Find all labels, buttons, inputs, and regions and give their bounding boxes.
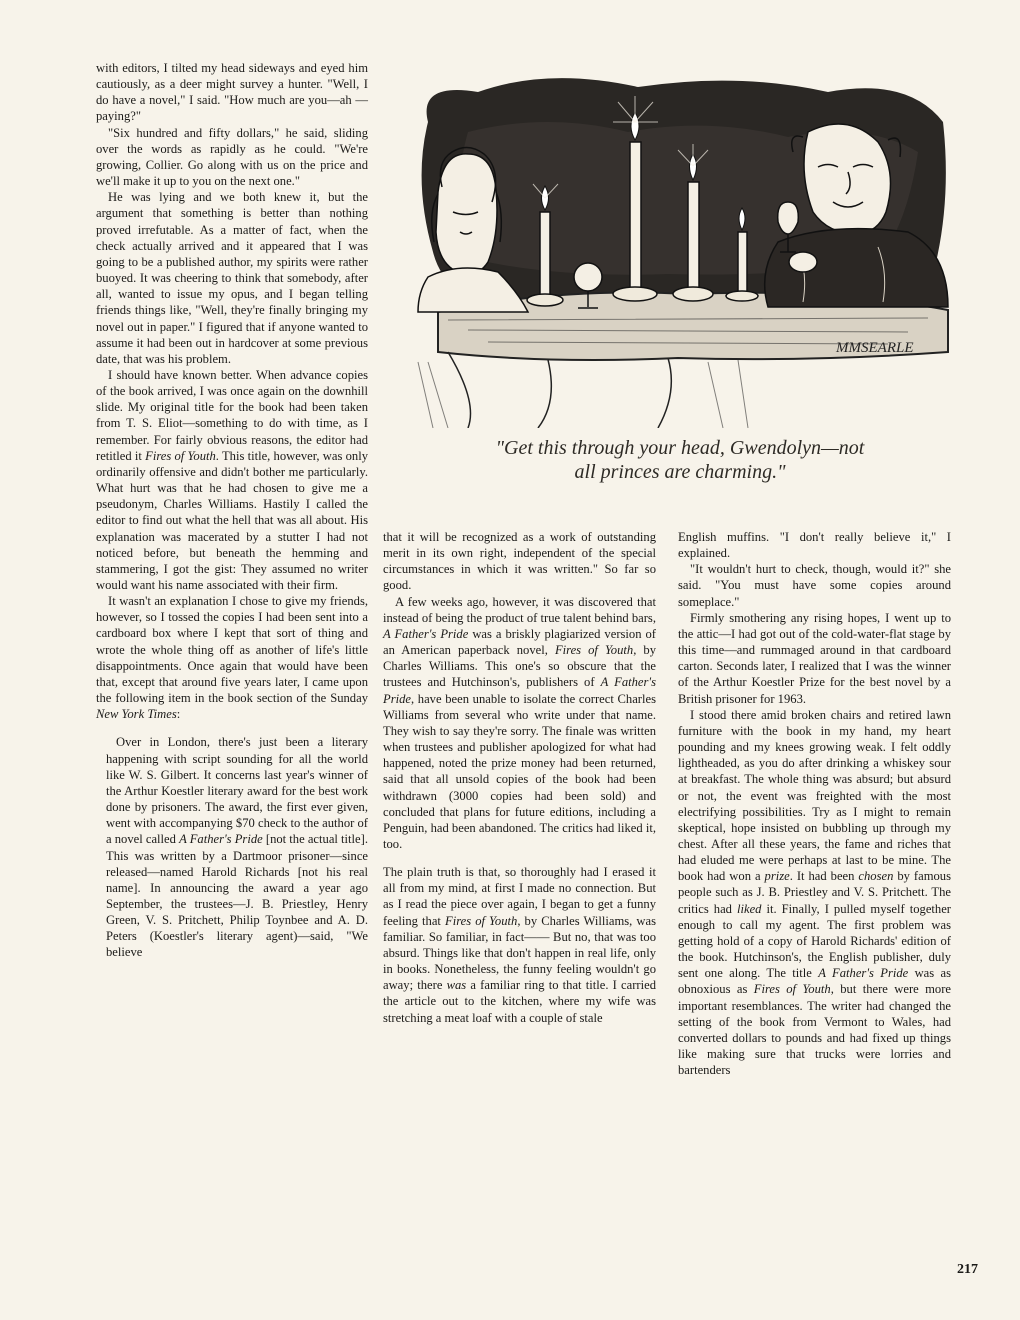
artist-signature: MMSEARLE (836, 340, 914, 356)
paragraph: with editors, I tilted my head sideways and eyed him cautiously, as a deer might survey a hunter. "Well, I do have a novel," I said. "How much are you—ah —paying?" (96, 61, 368, 124)
paragraph: He was lying and we both knew it, but the argument that something is better than nothing proved irrefutable. As a matter of fact, when the check actually arrived and it appeared that I was going to be a published author, my spirits were rather buoyed. It was cheering to think that somebody, after all, wanted to issue my opus, and I began telling friends things like, "Well, they're finally bringing my novel out in paper." I figured that if anyone wanted to assume it had been out in hardcover at some previous date, that was his problem. (96, 190, 368, 366)
paragraph: I should have known better. When advance copies of the book arrived, I was once again on the downhill slide. My original title for the book had been taken from T. S. Eliot—something to do with time, as I remember. For fairly obvious reasons, the editor had retitled it Fires of Youth. This title, however, was only ordinarily offensive and didn't bother me particularly. What hurt was that he had chosen to give me a pseudonym, Charles Williams. Hastily I called the editor to find out what the hell that was all about. His explanation was macerated by a stutter I had not noticed before, but beneath the hemming and stammering, I got the gist: They assumed no writer would want his name associated with their firm. (96, 367, 369, 592)
cartoon-caption (440, 436, 920, 484)
paragraph: The plain truth is that, so thoroughly had I erased it all from my mind, at first I made no connection. But as I read the piece over again, I began to get a funny feeling that Fires of Youth, by Charles Williams, was familiar. So familiar, in fact—— But no, that was too absurd. Things like that don't happen in real life, only in books. Nonetheless, the funny feeling wouldn't go away; there was a familiar ring to that title. I carried the article out to the kitchen, where my wife was stretching a meat loaf with a couple of stale (383, 865, 656, 1025)
caption-line: "Get this through your head, Gwendolyn—not (495, 437, 865, 459)
paragraph: English muffins. "I don't really believe it," I explained. (678, 530, 951, 561)
paragraph: "Six hundred and fifty dollars," he said, sliding over the words as rapidly as he could. "We're growing, Collier. Go along with us on the price and we'll make it up to you on the next one." (96, 125, 368, 189)
paragraph: that it will be recognized as a work of outstanding merit in its own right, independent of the special circumstances in which it was written." So far so good. (383, 530, 656, 593)
paragraph: I stood there amid broken chairs and retired lawn furniture with the book in my hand, my heart pounding and my knees growing weak. I felt oddly lightheaded, as you do after drinking a whiskey sour at breakfast. The whole thing was absurd; but absurd or not, the event was freighted with the most electrifying possibilities. Try as I might to remain skeptical, hope insisted on bubbling up through my chest. After all these years, the fame and riches that had eluded me were perhaps at last to be mine. The book had won a prize. It had been chosen by famous people such as J. B. Priestley and V. S. Pritchett. The critics had liked it. Finally, I pulled myself together enough to call my agent. The first problem was getting hold of a copy of Harold Richards' edition of the book. Hutchinson's, the English publisher, duly sent one along. The title A Father's Pride was as obnoxious as Fires of Youth, but there were more important resemblances. The writer had changed the setting of the book from Vermont to Wales, had converted dollars to pounds and had fixed up things like making sure that trucks were lorries and bartenders (678, 707, 951, 1078)
paragraph: A few weeks ago, however, it was discovered that instead of being the product of true talent behind bars, A Father's Pride was a briskly plagiarized version of an American paperback novel, Fires of Youth, by Charles Williams. This one's so obscure that the trustees and Hutchinson's, publishers of A Father's Pride, have been unable to isolate the correct Charles Williams from several who write under that name. They wish to say they're sorry. The finale was written when trustees and publisher apologized for what had happened, noted the prize money had been returned, said that all unsold copies of the book had been withdrawn (3000 copies had been sold) and concluded that plans for future editions, including a Penguin, had been abandoned. The critics had liked it, too. (383, 594, 657, 851)
cartoon-illustration (408, 62, 953, 428)
caption-line: all princes are charming." (574, 461, 786, 483)
paragraph: "It wouldn't hurt to check, though, would it?" she said. "You must have some copies around someplace." (678, 562, 951, 609)
page-number: 217 (957, 1262, 978, 1277)
block-quote: Over in London, there's just been a literary happening with script sounding for all the world like W. S. Gilbert. It concerns last year's winner of the Arthur Koestler literary award for the best work done by prisoners. The award, the first ever given, went with accompanying $70 check to the author of a novel called A Father's Pride [not the actual title]. This was written by a Dartmoor prisoner—since released—named Harold Richards [not his real name]. In announcing the award a year ago September, the trustees—J. B. Priestley, Henry Green, V. S. Pritchett, Philip Toynbee and A. D. Peters (Koestler's literary agent)—said, "We believe (106, 735, 368, 960)
paragraph: Firmly smothering any rising hopes, I went up to the attic—I had got out of the cold-water-flat stage by this time—and rummaged around in that cardboard carton. Seconds later, I realized that I was the winner of the Arthur Koestler Prize for the best novel by a British prisoner for 1963. (678, 610, 951, 706)
text-column-right (678, 529, 951, 1078)
paragraph: It wasn't an explanation I chose to give my friends, however, so I tossed the copies I had been sent into a cardboard box where I kept that sort of thing and wrote the whole thing off as another of life's little disappointments. Once again that would have been that, except that around five years later, I came upon the following item in the book section of the Sunday New York Times: (96, 594, 368, 722)
text-column-middle (383, 529, 656, 1026)
text-column-left (96, 60, 368, 961)
